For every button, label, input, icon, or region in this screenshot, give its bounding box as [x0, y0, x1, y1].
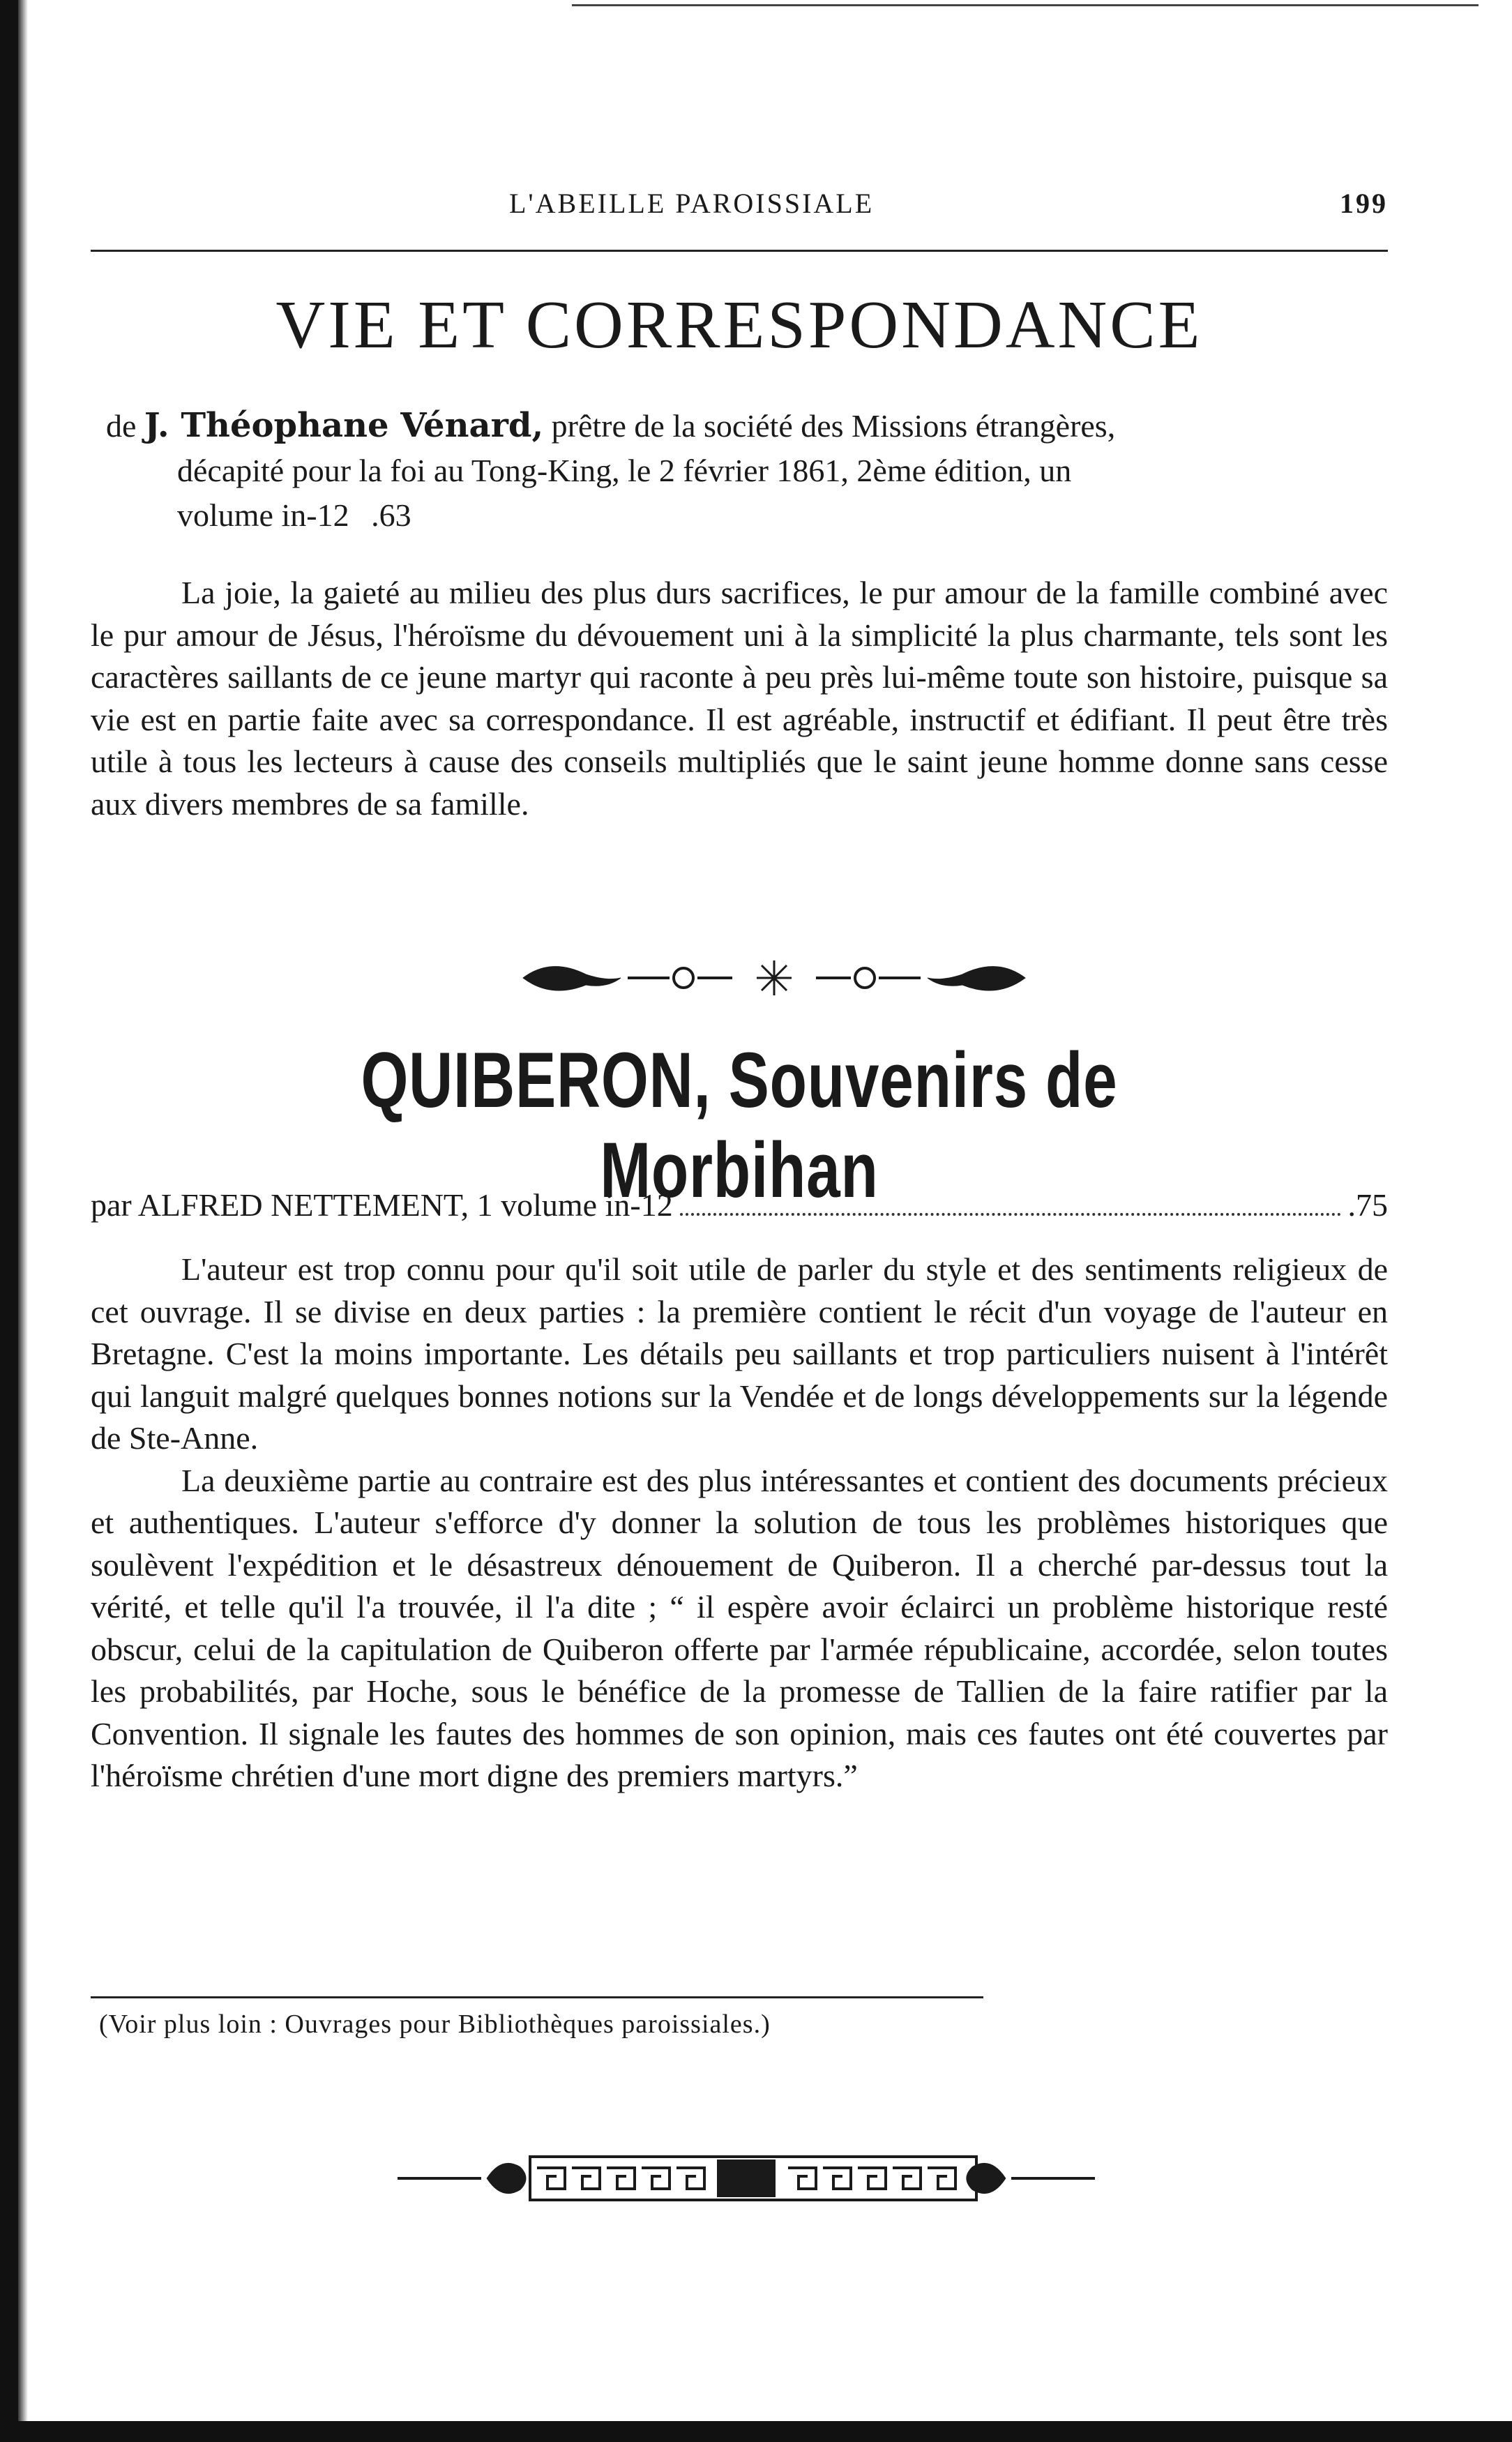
entry-format: volume in-12	[177, 497, 349, 533]
ornament-divider-icon	[509, 950, 1039, 1006]
review-quiberon	[91, 1249, 1388, 1797]
entry-line1-rest: prêtre de la société des Missions étrangères,	[543, 408, 1116, 444]
review-paragraph-1: L'auteur est trop connu pour qu'il soit utile de parler du style et des sentiments religieux de cet ouvrage. Il se divise en deux parties : la première contient le récit d'un voyage de l'auteur en Bretagne. C'est la moins importante. Les détails peu saillants et trop particuliers nuisent à l'intérêt qui languit malgré quelques bonnes notions sur la Vendée et de longs développements sur la légende de Ste-Anne.	[91, 1251, 1388, 1456]
entry-line2: décapité pour la foi au Tong-King, le 2 février 1861, 2ème édition, un	[177, 453, 1072, 488]
book-entry-quiberon	[91, 1184, 1388, 1226]
section-heading-quiberon: QUIBERON, Souvenirs de Morbihan	[361, 1037, 1118, 1214]
entry-price: .63	[371, 497, 411, 533]
entry2-price: .75	[1347, 1187, 1388, 1223]
scan-bottom-edge	[0, 2421, 1512, 2442]
section-heading-vie: VIE ET CORRESPONDANCE	[275, 287, 1203, 363]
review-venard	[91, 572, 1388, 825]
entry2-text: par ALFRED NETTEMENT, 1 volume in-12	[91, 1187, 673, 1223]
leader-dots-2	[680, 1213, 1341, 1216]
book-entry-venard	[106, 403, 1374, 538]
footnote: (Voir plus loin : Ouvrages pour Bibliothèques paroissiales.)	[99, 2010, 771, 2039]
page-number: 199	[1340, 188, 1388, 219]
scan-top-edge	[572, 4, 1479, 6]
entry-author: J. Théophane Vénard,	[144, 406, 544, 445]
running-title: L'ABEILLE PAROISSIALE	[509, 188, 875, 219]
scan-binding-shadow	[18, 0, 28, 2442]
greek-key-ornament-icon	[398, 2147, 1095, 2210]
entry-line3	[106, 493, 1374, 538]
scan-binding-edge	[0, 0, 18, 2442]
entry-prefix: de	[106, 408, 144, 444]
review-paragraph-2: La deuxième partie au contraire est des plus intéressantes et contient des documents précieux et authentiques. L'auteur s'efforce d'y donner la solution de tous les problèmes historiques que soulèvent l'expédition et le désastreux dénouement de Quiberon. Il a cherché par-dessus tout la vérité, et telle qu'il l'a trouvée, il l'a dite ; “ il espère avoir éclairci un problème historique resté obscur, celui de la capitulation de Quiberon offerte par l'armée républicaine, accordée, selon toutes les probabilités, par Hoche, sous le bénéfice de la promesse de Tallien de la faire ratifier par la Convention. Il signale les fautes des hommes de son opinion, mais ces fautes ont été couvertes par l'héroïsme chrétien d'une mort digne des premiers martyrs.”	[91, 1462, 1388, 1793]
footnote-rule	[91, 1996, 983, 1998]
header-rule	[91, 250, 1388, 252]
review-paragraph: La joie, la gaieté au milieu des plus durs sacrifices, le pur amour de la famille combiné avec le pur amour de Jésus, l'héroïsme du dévouement uni à la simplicité la plus charmante, tels sont les caractères saillants de ce jeune martyr qui raconte à peu près lui-même toute son histoire, puisque sa vie est en partie faite avec sa correspondance. Il est agréable, instructif et édifiant. Il peut être très utile à tous les lecteurs à cause des conseils multipliés que le saint jeune homme donne sans cesse aux divers membres de sa famille.	[91, 575, 1388, 822]
running-head	[91, 187, 1388, 222]
